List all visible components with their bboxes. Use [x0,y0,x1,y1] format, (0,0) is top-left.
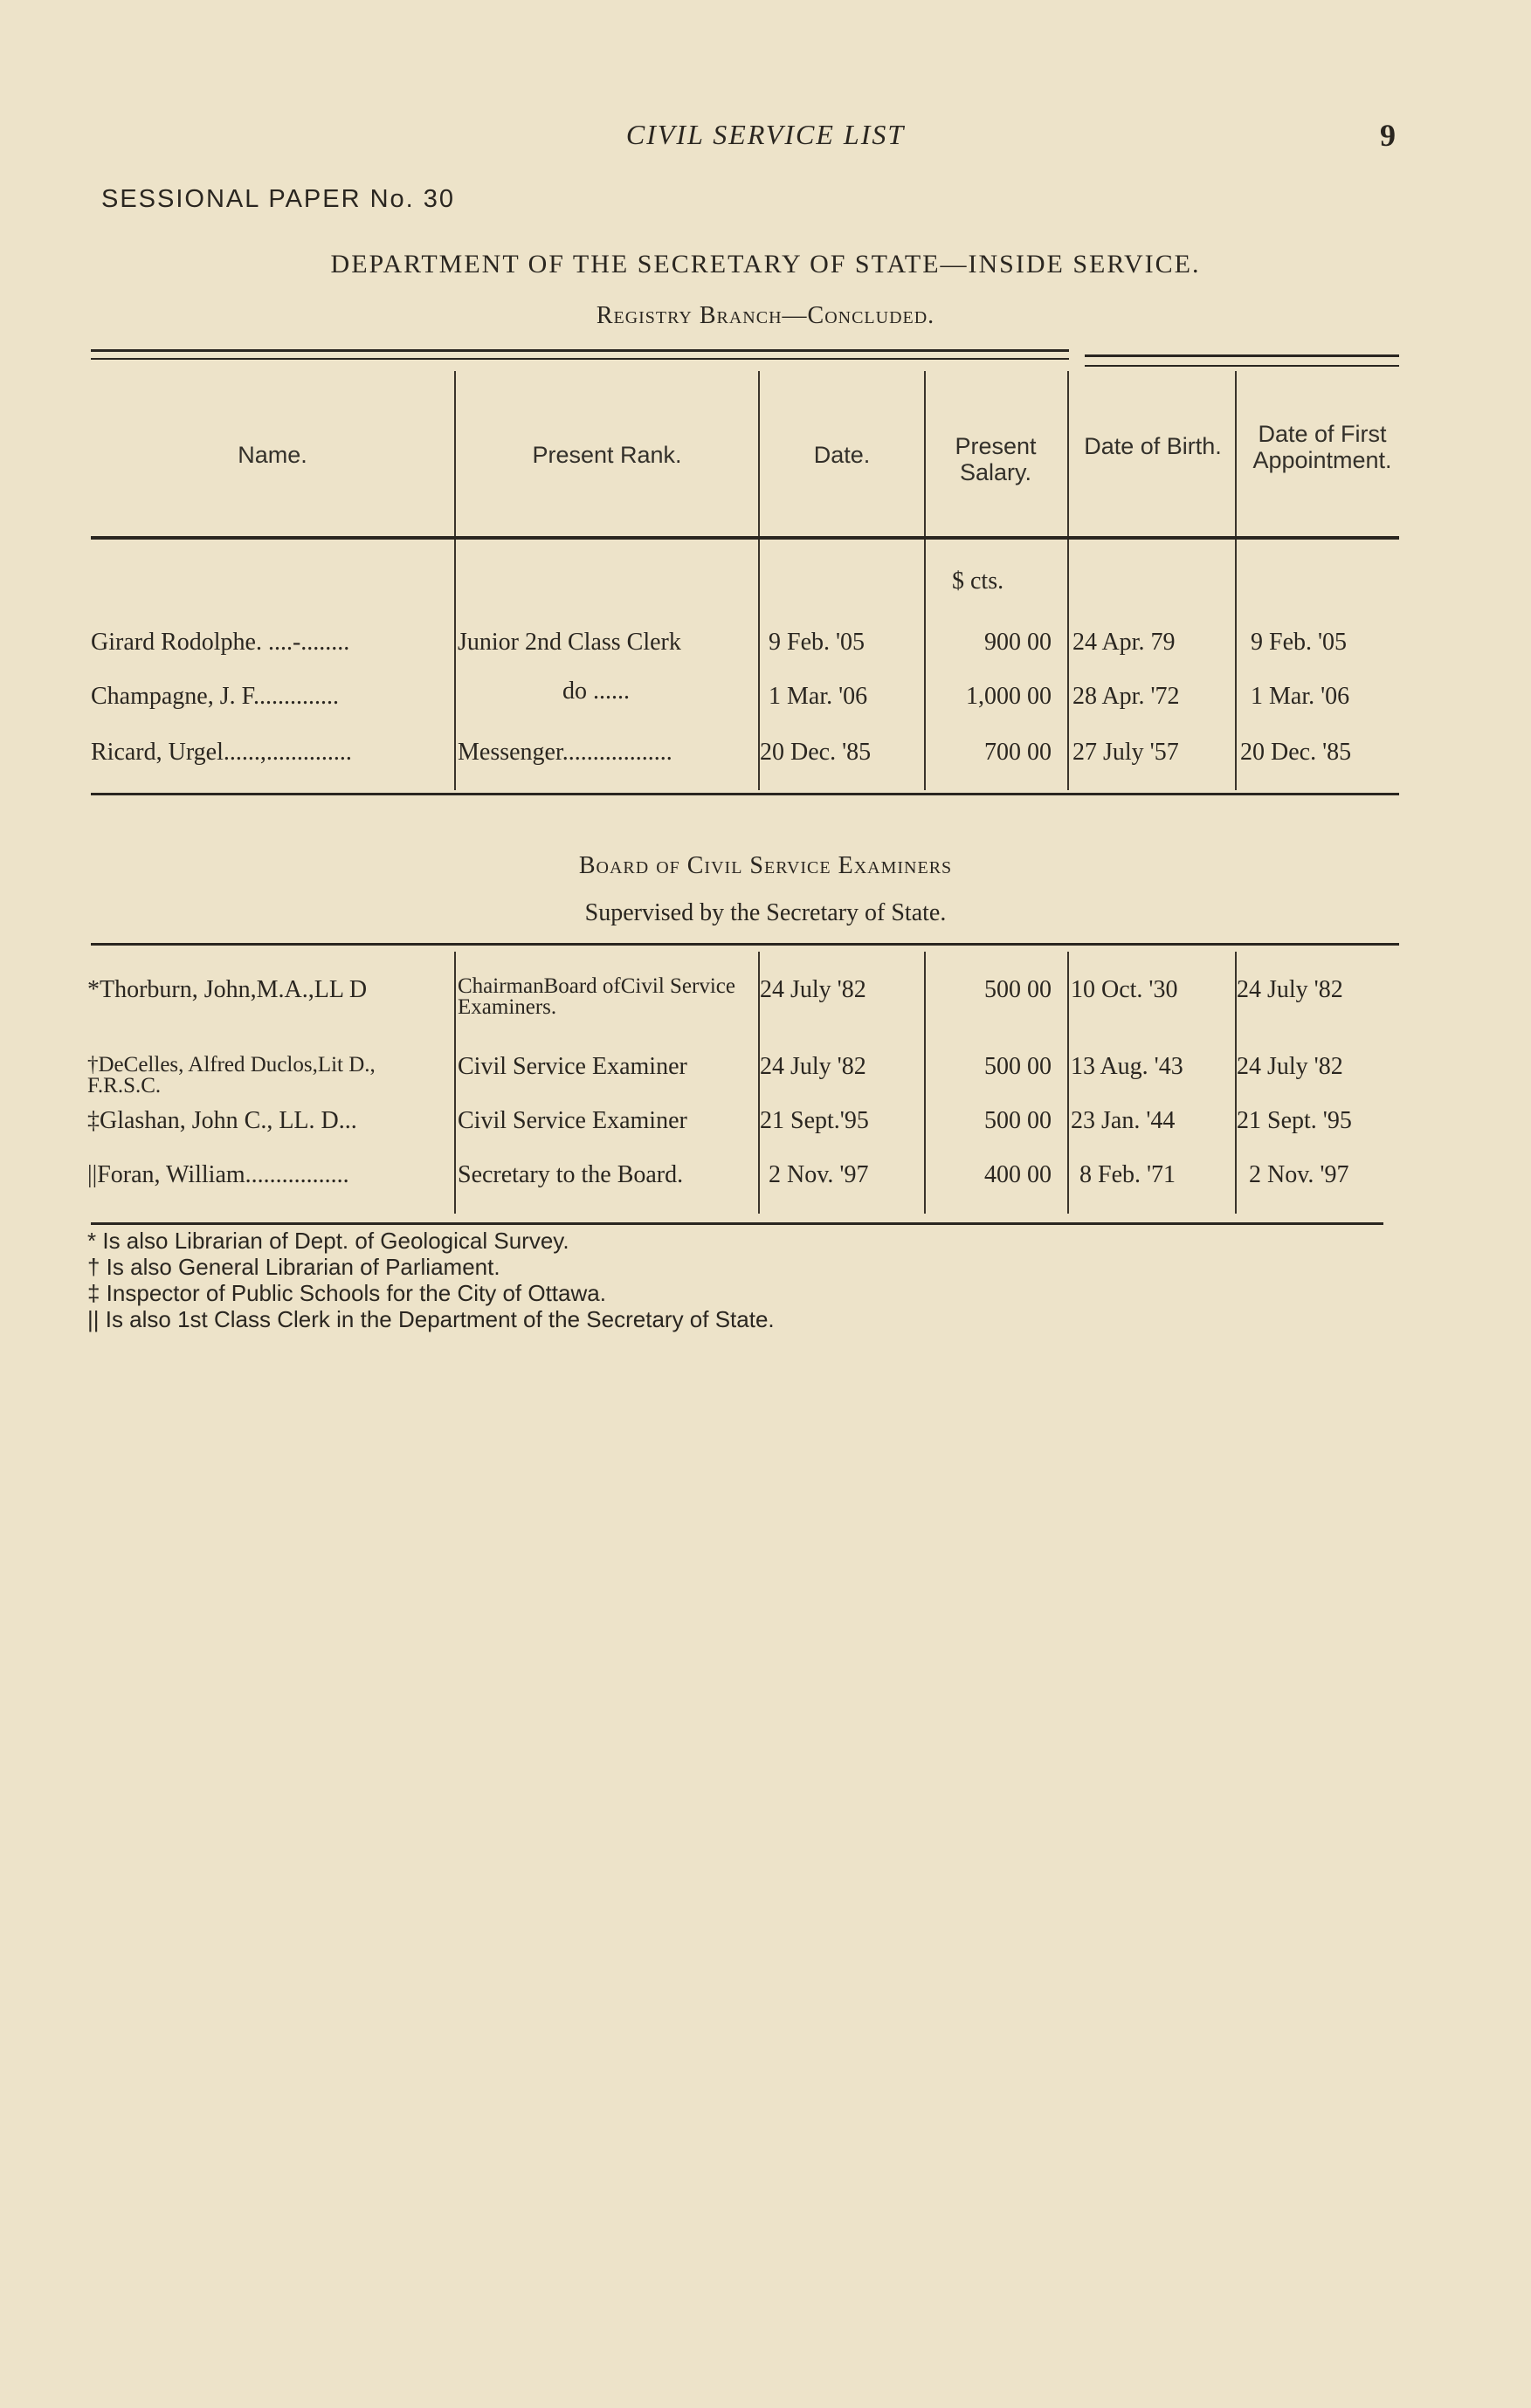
row-appointment: 1 Mar. '06 [1251,683,1350,710]
top-rule-right-2 [1085,365,1399,367]
row-appointment: 2 Nov. '97 [1249,1161,1349,1188]
header-salary: Present Salary. [955,433,1037,485]
footnote: ‡ Inspector of Public Schools for the City of Ottawa. [87,1280,606,1306]
row-salary: 1,000 00 [966,683,1052,710]
board-bottom-rule [91,1222,1383,1225]
row-salary: 900 00 [984,629,1052,656]
sessional-paper: SESSIONAL PAPER No. 30 [101,185,456,213]
row-appointment: 24 July '82 [1237,976,1343,1003]
row-date: 24 July '82 [760,976,866,1003]
row-rank: Civil Service Examiner [458,1053,687,1080]
row-rank: ChairmanBoard ofCivil Service Examiners. [458,974,735,1019]
column-divider [758,371,760,790]
row-name: Ricard, Urgel......,.............. [91,739,352,766]
row-name: Girard Rodolphe. ....-........ [91,629,350,656]
row-birth: 13 Aug. '43 [1071,1053,1183,1080]
row-date: 1 Mar. '06 [769,683,868,710]
top-rule-right [1085,354,1399,357]
column-divider [924,371,926,790]
row-birth: 28 Apr. '72 [1072,683,1180,710]
registry-bottom-rule [91,793,1399,795]
row-salary: 700 00 [984,739,1052,766]
column-divider [1235,371,1237,790]
column-divider [454,952,456,1214]
running-title: CIVIL SERVICE LIST [625,119,906,150]
branch-title: Registry Branch—Concluded. [596,302,935,329]
row-name: †DeCelles, Alfred Duclos,Lit D., F.R.S.C. [87,1053,376,1097]
row-date: 2 Nov. '97 [769,1161,869,1188]
header-rule [91,536,1399,540]
row-salary: 500 00 [984,976,1052,1003]
header-birth: Date of Birth. [1084,433,1222,459]
row-appointment: 24 July '82 [1237,1053,1343,1080]
footnote: * Is also Librarian of Dept. of Geological Survey. [87,1228,569,1254]
header-name: Name. [238,442,307,468]
row-appointment: 9 Feb. '05 [1251,629,1348,656]
board-title: Board of Civil Service Examiners [578,852,953,879]
row-birth: 24 Apr. 79 [1072,629,1176,656]
row-appointment: 21 Sept. '95 [1237,1107,1352,1134]
board-subtitle: Supervised by the Secretary of State. [584,899,947,926]
column-divider [1067,371,1069,790]
column-divider [924,952,926,1214]
row-rank: Civil Service Examiner [458,1107,687,1134]
row-appointment: 20 Dec. '85 [1240,739,1352,766]
row-name: ‡Glashan, John C., LL. D... [87,1107,357,1134]
row-rank: Secretary to the Board. [458,1161,684,1188]
row-rank: Junior 2nd Class Clerk [458,629,681,656]
header-appointment: Date of First Appointment. [1252,421,1392,473]
row-date: 9 Feb. '05 [769,629,865,656]
footnote: † Is also General Librarian of Parliament. [87,1254,500,1280]
row-birth: 10 Oct. '30 [1071,976,1178,1003]
row-date: 21 Sept.'95 [760,1107,869,1134]
row-birth: 8 Feb. '71 [1079,1161,1176,1188]
board-top-rule [91,943,1399,946]
row-name: Champagne, J. F.............. [91,683,339,710]
row-name: *Thorburn, John,M.A.,LL D [87,976,368,1003]
row-name: ||Foran, William................. [87,1161,349,1188]
page-number: 9 [1380,118,1396,153]
row-rank: do ...... [562,678,630,705]
row-date: 20 Dec. '85 [760,739,872,766]
footnote: || Is also 1st Class Clerk in the Department of the Secretary of State. [87,1306,775,1332]
department-title: DEPARTMENT OF THE SECRETARY OF STATE—INSIDE SERVICE. [330,250,1201,279]
top-rule [91,349,1069,352]
row-salary: 500 00 [984,1053,1052,1080]
header-date: Date. [813,442,871,468]
row-birth: 23 Jan. '44 [1071,1107,1176,1134]
row-date: 24 July '82 [760,1053,866,1080]
row-salary: 400 00 [984,1161,1052,1188]
row-rank: Messenger.................. [458,739,672,766]
top-rule-2 [91,358,1069,360]
salary-units: $ cts. [952,568,1004,595]
row-salary: 500 00 [984,1107,1052,1134]
row-birth: 27 July '57 [1072,739,1179,766]
header-rank: Present Rank. [532,442,682,468]
column-divider [454,371,456,790]
column-divider [1067,952,1069,1214]
